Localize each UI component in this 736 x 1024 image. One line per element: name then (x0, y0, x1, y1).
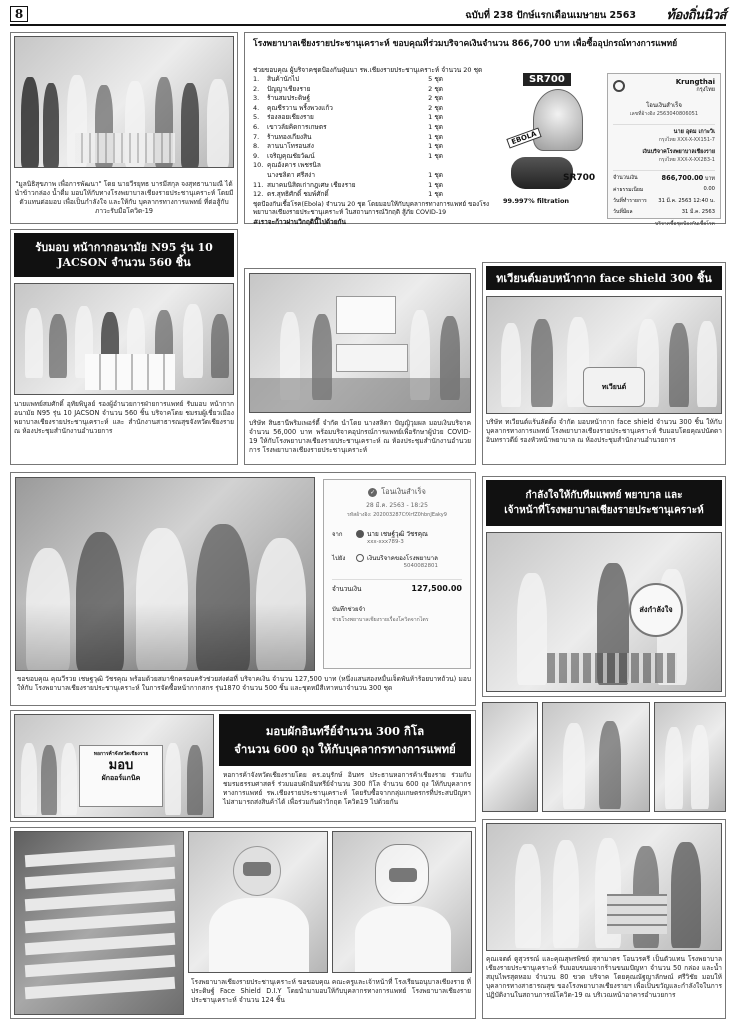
donor-item-name: ดร.สุทธิศักดิ์ ชมพ์ศักดิ์ (267, 190, 329, 199)
donor-item (253, 142, 443, 152)
bank-name: Krungthai (675, 78, 715, 86)
donor-item (267, 171, 443, 181)
receipt-eff-label: วันที่มีผล (613, 209, 633, 215)
slip-date: 28 มี.ค. 2563 - 18:25 (366, 502, 428, 509)
story6-caption: คุณเจตต์ ดูสุวรรณ์ และคุณสุพรพิชย์ สุทามาตร โอนวรครี เป็นตัวแทน โรงพยาบาลเชียงรายประชานุเคราะห์ รับมอบขนมจากร้านขนมปัญหา จำนวน 50 กล่อง และน้ำสมุนไพรสุดหอม จำนวน 80 ขวด บริจาค โดยคุณณัฐญาลักษณ์ ศรีวิชัย มอบให้บุคลากรทางสาธารณสุข ของโรงพยาบาลเชียงรายฯ เพื่อเป็นขวัญและกำลังใจในการปฏิบัติงานในสถานการณ์โควิด-19 ณ บริเวณหน้าอาคารอำนวยการ (486, 955, 722, 999)
page-number: 8 (14, 7, 24, 21)
donor-item-name: นางชลิดา ศรีสง่า (267, 170, 316, 179)
donor-item (253, 75, 443, 85)
story2-banner-line2: JACSON จำนวน 560 ชิ้น (57, 256, 191, 269)
donor-items (253, 75, 443, 200)
donor-item-name: เจริญคุณชัยวัฒน์ (267, 151, 315, 160)
story5-photo (15, 477, 315, 671)
slip-from-name: นาย เชษฐ์วุฒิ วัชรคุณ (367, 530, 428, 538)
donor-item (253, 94, 443, 104)
story4-box (482, 262, 726, 465)
story1-caption: "มูลนิธิสุขภาพ เพื่อการพัฒนา" โดย นายวีรยุทธ บารมีสกุล จงสุทธานามณี ได้นำข้าวกล่อง น้ำดื่ม มอบให้กับทางโรงพยาบาลเชียงรายประชานุเคราะห์ โดยมีตัวแทนต่อมอบ เพื่อเป็นกำลังใจ และให้กับ บุคลากรทางการแพทย์ ที่ต่อสู้กับภาวะรับมือโควิด-19 (14, 180, 234, 215)
receipt-amount-label: จำนวนเงิน (613, 175, 638, 181)
story6-banner (486, 480, 722, 526)
donor-item-name: คุณชีรวาน พริ้งพวงแก้ว (267, 103, 333, 112)
story7-box (10, 710, 476, 822)
donor-item-name: ปัญญาเชียงราย (267, 84, 311, 93)
donor-item (253, 84, 443, 95)
story2-banner (14, 233, 234, 277)
story3-donation-boxes (336, 344, 408, 372)
donor-item-name: สมาคมนิสิตเก่ากฎเศษ เชียงราย (267, 180, 356, 189)
bank-logo-icon (356, 530, 364, 538)
product-model-label: SR700 (523, 73, 571, 86)
vegetable-banner-line2: มอบ (108, 758, 134, 773)
story1-title: โรงพยาบาลเชียงรายประชานุเคราะห์ ขอบคุณที่ร่วมบริจาคเงินจำนวน 866,700 บาท เพื่อซื้ออุปกรณ์ทางการแพทย์ (253, 39, 678, 49)
donor-item-name: ร้านสมประดิษฐ์ (267, 94, 311, 103)
receipt-ref: เลขที่อ้างอิง 2563040806051 (629, 111, 699, 117)
slip-memo-label: บันทึกช่วยจำ (332, 606, 366, 613)
story7-banner-line1: มอบผักอินทรีย์จำนวน 300 กิโล (265, 724, 425, 738)
story6-extra-photos (482, 702, 726, 814)
receipt-eff: 31 มี.ค. 2563 (681, 209, 715, 215)
story7-photo (14, 714, 214, 818)
receipt-unit: บาท (704, 176, 715, 182)
receipt-from-name: นาย อุดม เกาะวิเ (673, 129, 715, 135)
donor-item-qty: 1 ชุด (428, 170, 443, 179)
slip-memo: ช่วยโรงพยาบาลเชียงรายเรื่องโควิดจากไตร (332, 617, 429, 623)
bank-receipt (607, 73, 721, 227)
donor-item (253, 180, 443, 191)
face-shield-materials-photo (14, 831, 184, 1015)
donor-item-number: 3. (253, 94, 260, 103)
respirator-product (503, 73, 603, 221)
bank-logo-icon (613, 80, 625, 92)
story7-caption: หอการค้าจังหวัดเชียงรายโดย ดร.อนุรักษ์ อินทร ประธานหอการค้าเชียงราย ร่วมกับชมรมธรรมศาสตร์ ร่วมมอบผักอินทรีย์จำนวน 300 กิโล จำนวน 600 ถุง ให้กับบุคลากรทางการแพทย์ รพ.เชียงรายประชานุเคราะห์ โดยรับซื้อจากกลุ่มเกษตรกรที่ประสบปัญหาไม่สามารถส่งสินค้าได้ เพื่อร่วมกันฝ่าวิกฤต โควิด19 ไปด้วยกัน (223, 771, 471, 806)
donor-item-number: 11. (253, 180, 264, 189)
issue-info: ฉบับที่ 238 ปักษ์แรกเดือนเมษายน 2563 (465, 10, 636, 21)
vegetable-banner (79, 745, 163, 807)
donor-item (253, 151, 443, 162)
donor-item (253, 113, 443, 123)
slip-to-label: ไปยัง (332, 555, 346, 562)
bank-name-th: กรุงไทย (696, 87, 715, 93)
donor-item (253, 132, 443, 143)
donor-item-qty: 1 ชุด (428, 180, 443, 189)
story1-main-box (244, 32, 726, 227)
slip-to-acct: 5040082801 (403, 563, 438, 569)
donor-item-qty: 1 ชุด (428, 132, 443, 141)
story2-box (10, 229, 238, 465)
donor-item-qty: 1 ชุด (428, 190, 443, 199)
donor-item-number: 12. (253, 190, 264, 199)
donor-item-number: 5. (253, 113, 260, 122)
receipt-note: บริจาคซื้อชุดป้องกันเชื้อโรค (655, 221, 715, 227)
vegetable-banner-line3: ผักออร์แกนิค (101, 774, 141, 782)
page-number-box (10, 6, 28, 22)
story2-banner-line1: รับมอบ หน้ากากอนามัย N95 รุ่น 10 (35, 241, 213, 254)
story5-box (10, 472, 476, 706)
donor-item (253, 190, 443, 200)
story3-banner-board (336, 296, 396, 334)
receipt-fee: 0.00 (703, 186, 715, 192)
donor-item-number: 4. (253, 103, 260, 112)
donor-item (253, 161, 443, 171)
donor-item-number: 9. (253, 151, 260, 160)
transfer-slip (323, 479, 471, 669)
story4-caption: บริษัท ทเวียนต์แร้นลัดดิ้ง จำกัด มอบหน้ากาก face shield จำนวน 300 ชิ้น ให้กับบุคลากรทางการแพทย์ โรงพยาบาลเชียงรายประชานุเคราะห์ รับมอบโดยคุณปนัดดา อินทราวดีย์ รองหัวหน้าพยาบาล ณ ห้องประชุมสำนักงานอำนวยการ (486, 418, 722, 444)
receipt-fee-label: ค่าธรรมเนียม (613, 187, 644, 193)
receipt-amount: 866,700.00 (661, 174, 704, 182)
story1-photo (14, 36, 234, 168)
donor-item-number: 7. (253, 132, 260, 141)
story2-caption: นายแพทย์สมศักดิ์ อุทัยพิบูลย์ รองผู้อำนวยการฝ่ายการแพทย์ รับมอบ หน้ากากอนามัย N95 รุ่น 10 JACSON จำนวน 560 ชิ้น บริจาคโดย ชมรมผู้เชี่ยวเมืองพยาบาลเชียงรายประชานุเคราะห์ และ สำนักงานสาธารณสุขจังหวัดเชียงราย ณ ห้องประชุมสำนักงานอำนวยการ (14, 400, 234, 435)
donor-item-qty: 1 ชุด (428, 151, 443, 160)
bank-logo-icon (356, 554, 364, 562)
story8-box (10, 827, 476, 1019)
slip-amount-label: จำนวนเงิน (332, 585, 362, 593)
encouragement-sign (629, 583, 683, 637)
donor-item-number: 10. (253, 161, 264, 170)
story1-photo-box (10, 32, 238, 224)
donor-item-number: 2. (253, 84, 260, 93)
ebola-tag: EBOLA (506, 127, 541, 148)
face-shield-bags (583, 367, 645, 407)
slip-amount: 127,500.00 (411, 584, 462, 593)
story6-photo-2 (482, 702, 538, 812)
page-header (10, 4, 726, 26)
story3-caption: บริษัท สินธานีพริมเพอร์ตี้ จำกัด นำโดย นางสลิตา ปัญญิวุมผล มอบเงินบริจาค จำนวน 56,000 บาท พร้อมบริจาคอุปกรณ์การแพทย์เพื่อรักษาผู้ป่วย COVID-19 ให้กับโรงพยาบาลเชียงรายประชานุเคราะห์ ณ ห้องประชุมสำนักงานอำนวยการ โรงพยาบาลเชียงรายประชานุเคราะห์ (249, 419, 471, 454)
receipt-date-label: วันที่ทำรายการ (613, 198, 647, 204)
header-rule (10, 24, 726, 26)
story4-banner (486, 266, 722, 290)
donor-item-name: ร้านทองเกียงสิน (267, 132, 312, 141)
donor-item-number: 1. (253, 75, 260, 83)
check-icon: ✓ (370, 488, 376, 496)
bag-label: ทเวียนต์ (601, 381, 627, 391)
donor-item (253, 122, 443, 133)
donor-item-qty: 1 ชุด (428, 113, 443, 122)
receipt-date: 31 มี.ค. 2563 12:40 น. (658, 198, 715, 204)
donor-list-intro: ช่วยขอบคุณ ผู้บริจาคชุดป้องกันฝุ่นนา รพ.เชียงรายประชานุเคราะห์ จำนวน 20 ชุด (253, 66, 483, 74)
story6-photo-5 (486, 823, 722, 951)
donor-item-qty: 1 ชุด (428, 142, 443, 151)
donor-item-number: 8. (253, 142, 260, 151)
receipt-from-acct: กรุงไทย XXX-X-XX151-7 (658, 137, 715, 143)
receipt-to-name: เงินบริจาคโรงพยาบาลเชียงราย (642, 149, 715, 155)
story4-photo (486, 296, 722, 414)
story6-photo-3 (542, 702, 650, 812)
story4-banner-text: ทเวียนต์มอบหน้ากาก face shield 300 ชิ้น (496, 272, 712, 285)
slip-to-name: เงินบริจาคของโรงพยาบาล (367, 555, 438, 562)
donor-item (253, 103, 443, 114)
slip-from-label: จาก (332, 531, 343, 538)
product-model-label-2: SR700 (563, 173, 596, 183)
story6-banner-line1: กำลังใจให้กับทีมแพทย์ พยาบาล และ (525, 490, 683, 501)
donor-list-footer: ชุดป้องกันเชื้อโรค(Ebola) จำนวน 20 ชุด โดยมอบให้กับบุคลากรทางการแพทย์ ของโรงพยาบาลเชียงรายประชานุเคราะห์ ในสถานการณ์วิกฤติ สู้ภัย COVID-19 (253, 200, 490, 217)
donor-item-name: เขาวลัยคิดการเกษตร (267, 122, 327, 131)
story8-caption: โรงพยาบาลเชียงรายประชานุเคราะห์ ขอขอบคุณ คณะครูและเจ้าหน้าที่ โรงเรียนอนุบาลเชียงราย ที่ประดิษฐ์ Face Shield D.I.Y โดยนำมามอบให้กับบุคลากรทางการแพทย์ โรงพยาบาลเชียงรายประชานุเคราะห์ จำนวน 124 ชิ้น (191, 978, 471, 1004)
story2-photo (14, 283, 234, 395)
story6-box (482, 476, 726, 697)
story6-bottom-box (482, 819, 726, 1019)
donor-item-qty: 1 ชุด (428, 122, 443, 131)
story3-box (244, 268, 476, 465)
donor-item-qty: 2 ชุด (428, 94, 443, 103)
encouragement-sign-text: ส่งกำลังใจ (639, 605, 673, 614)
receipt-status: โอนเงินสำเร็จ (646, 102, 682, 109)
filtration-label: 99.997% filtration (503, 197, 570, 205)
donor-item-name: สินค้านักไป (267, 75, 300, 83)
story5-caption: ขอขอบคุณ คุณวีรวย เชษฐวุฒิ วัชรคุณ พร้อมด้วยสมาชิกครอบครัวช่วยส่งต่อที่ บริจาคเงิน จำนวน 127,500 บาท (หนึ่งแสนสองหมื่นเจ็ดพันห้าร้อยบาทถ้วน) มอบให้กับ โรงพยาบาลเชียงรายประชานุเคราะห์ ในการจัดซื้อหน้ากากสกร รุ่น1870 จำนวน 500 ชิ้น และชุดหมีสีเทาหนาจำนวน 300 ชุด (17, 675, 471, 692)
story6-banner-line2: เจ้าหน้าที่โรงพยาบาลเชียงรายประชานุเคราะห์ (504, 505, 704, 516)
donor-item-name: คุณอังคาร เพชรนิล (267, 161, 321, 170)
donor-list-slogan: #เราจะก้าวผ่านวิกฤตินี้ไปด้วยกัน (253, 217, 346, 226)
story6-photo-4 (654, 702, 726, 812)
masthead-logo: ท้องถิ่นนิวส์ (666, 8, 726, 23)
donor-item-name: ลานนาโทรอนส่ง (267, 142, 314, 151)
slip-status: โอนเงินสำเร็จ (381, 487, 426, 496)
donor-list (253, 66, 493, 227)
donor-item-qty: 5 ชุด (428, 75, 443, 83)
respirator-hood-image (533, 89, 583, 151)
slip-from-acct: xxx-xxx789-3 (367, 539, 404, 545)
story6-photo (486, 532, 722, 692)
story3-photo (249, 273, 471, 413)
slip-ref: รหัสอ้างอิง: 202003287CfXrfZ0hbnJEaky9 (347, 512, 447, 518)
nurse-photo-2 (332, 831, 472, 973)
story7-banner (219, 714, 471, 766)
donor-item-qty: 2 ชุด (428, 103, 443, 112)
donor-item-name: ร่องลอยเชียงราย (267, 113, 314, 122)
vegetable-banner-line1: หอการค้าจังหวัดเชียงราย (93, 751, 149, 757)
receipt-to-acct: กรุงไทย XXX-X-XX283-1 (658, 157, 715, 163)
donor-item-number: 6. (253, 122, 260, 131)
story7-banner-line2: จำนวน 600 ถุง ให้กับบุคลากรทางการแพทย์ (234, 742, 456, 756)
donor-item-qty: 2 ชุด (428, 84, 443, 93)
nurse-photo-1 (188, 831, 328, 973)
